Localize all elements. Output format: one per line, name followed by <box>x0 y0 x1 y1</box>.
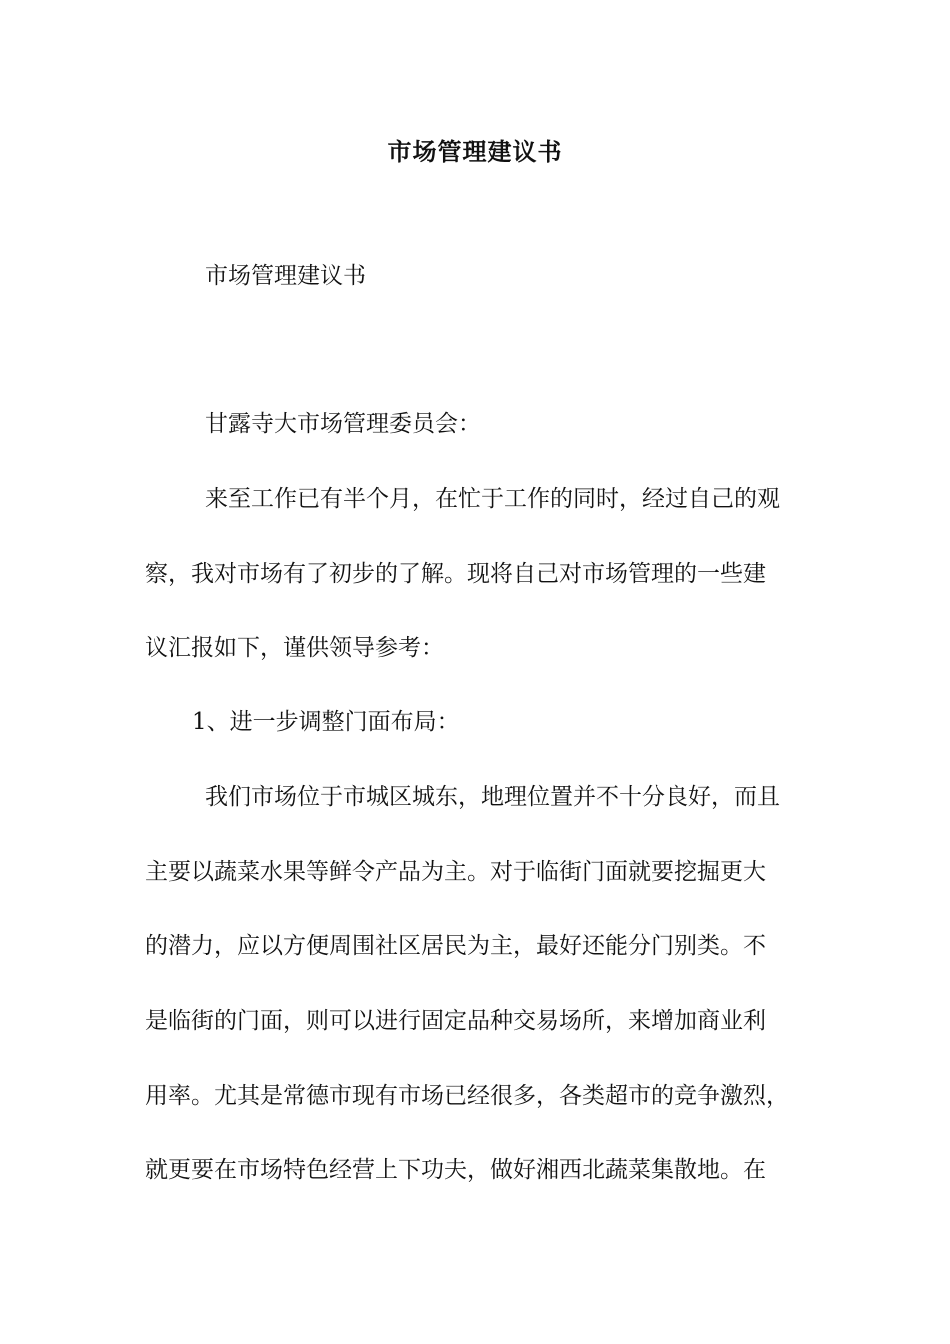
salutation: 甘露寺大市场管理委员会： <box>205 411 481 437</box>
body-line-1: 来至工作已有半个月，在忙于工作的同时，经过自己的观 <box>205 486 780 512</box>
document-title: 市场管理建议书 <box>387 137 563 166</box>
document-subtitle: 市场管理建议书 <box>205 263 366 289</box>
body-line-2: 察，我对市场有了初步的了解。现将自己对市场管理的一些建 <box>145 561 766 587</box>
section-heading-1: 1、进一步调整门面布局： <box>192 709 460 735</box>
body-line-3: 议汇报如下，谨供领导参考： <box>145 635 444 661</box>
body-line-8: 是临街的门面，则可以进行固定品种交易场所，来增加商业利 <box>145 1008 766 1034</box>
body-line-7: 的潜力，应以方便周围社区居民为主，最好还能分门别类。不 <box>145 933 766 959</box>
body-line-5: 我们市场位于市城区城东，地理位置并不十分良好，而且 <box>205 784 780 810</box>
body-line-6: 主要以蔬菜水果等鲜令产品为主。对于临街门面就要挖掘更大 <box>145 859 766 885</box>
body-line-9: 用率。尤其是常德市现有市场已经很多，各类超市的竞争激烈， <box>145 1083 789 1109</box>
body-line-10: 就更要在市场特色经营上下功夫，做好湘西北蔬菜集散地。在 <box>145 1157 766 1183</box>
